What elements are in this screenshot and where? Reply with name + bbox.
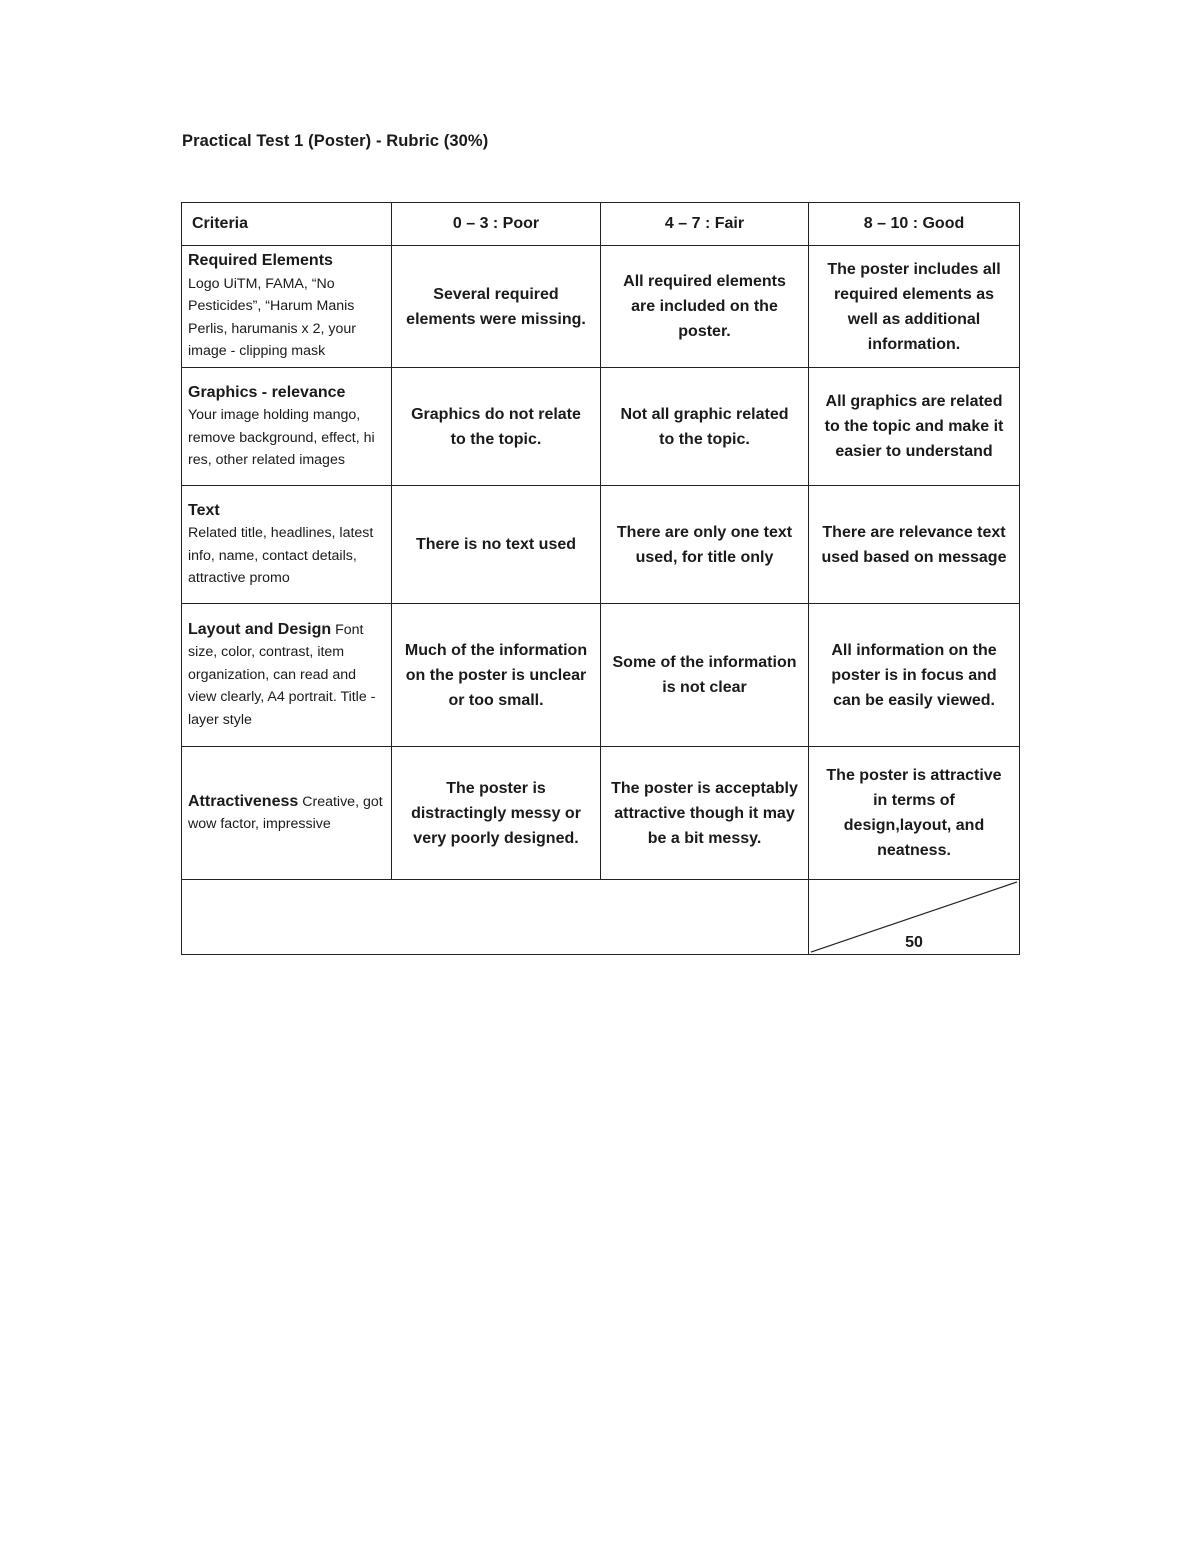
table-row: [182, 604, 1020, 747]
criterion-cell: [182, 368, 392, 486]
rubric-table: [181, 202, 1020, 955]
total-cell: [809, 880, 1020, 955]
level-poor: There is no text used: [392, 486, 601, 604]
level-poor: Much of the information on the poster is unclear or too small.: [392, 604, 601, 747]
level-fair: There are only one text used, for title only: [601, 486, 809, 604]
table-row: [182, 747, 1020, 880]
criterion-name: Attractiveness: [188, 792, 299, 810]
total-max-score: 50: [905, 934, 923, 951]
level-fair: The poster is acceptably attractive though it may be a bit messy.: [601, 747, 809, 880]
level-good: All information on the poster is in focus and can be easily viewed.: [809, 604, 1020, 747]
header-row: [182, 203, 1020, 246]
table-row: [182, 368, 1020, 486]
level-good: The poster includes all required elements as well as additional information.: [809, 246, 1020, 368]
table-row: [182, 246, 1020, 368]
table-row: [182, 486, 1020, 604]
header-fair: 4 – 7 : Fair: [601, 203, 809, 246]
criterion-cell: [182, 604, 392, 747]
criterion-description: Related title, headlines, latest info, name, contact details, attractive promo: [188, 525, 374, 586]
criterion-name: Text: [188, 501, 220, 519]
level-poor: Graphics do not relate to the topic.: [392, 368, 601, 486]
level-poor: Several required elements were missing.: [392, 246, 601, 368]
criterion-description: Your image holding mango, remove background, effect, hi res, other related images: [188, 407, 375, 468]
criterion-name: Layout and Design: [188, 620, 332, 638]
criterion-description: Font size, color, contrast, item organization, can read and view clearly, A4 portrait. Title - layer style: [188, 621, 376, 728]
level-good: The poster is attractive in terms of design,layout, and neatness.: [809, 747, 1020, 880]
page-title: Practical Test 1 (Poster) - Rubric (30%): [182, 132, 489, 150]
level-fair: Some of the information is not clear: [601, 604, 809, 747]
criterion-name: Graphics - relevance: [188, 383, 346, 401]
total-row: [182, 880, 1020, 955]
total-blank-cell: [182, 880, 809, 955]
criterion-cell: [182, 486, 392, 604]
criterion-description: Creative, got wow factor, impressive: [188, 793, 383, 832]
level-good: There are relevance text used based on message: [809, 486, 1020, 604]
level-fair: Not all graphic related to the topic.: [601, 368, 809, 486]
criterion-name: Required Elements: [188, 252, 333, 270]
criterion-description: Logo UiTM, FAMA, “No Pesticides”, “Harum Manis Perlis, harumanis x 2, your image - clipping mask: [188, 275, 356, 360]
criterion-cell: [182, 747, 392, 880]
level-poor: The poster is distractingly messy or very poorly designed.: [392, 747, 601, 880]
header-poor: 0 – 3 : Poor: [392, 203, 601, 246]
header-criteria: Criteria: [182, 203, 392, 246]
criterion-cell: [182, 246, 392, 368]
header-good: 8 – 10 : Good: [809, 203, 1020, 246]
level-fair: All required elements are included on the poster.: [601, 246, 809, 368]
level-good: All graphics are related to the topic and make it easier to understand: [809, 368, 1020, 486]
